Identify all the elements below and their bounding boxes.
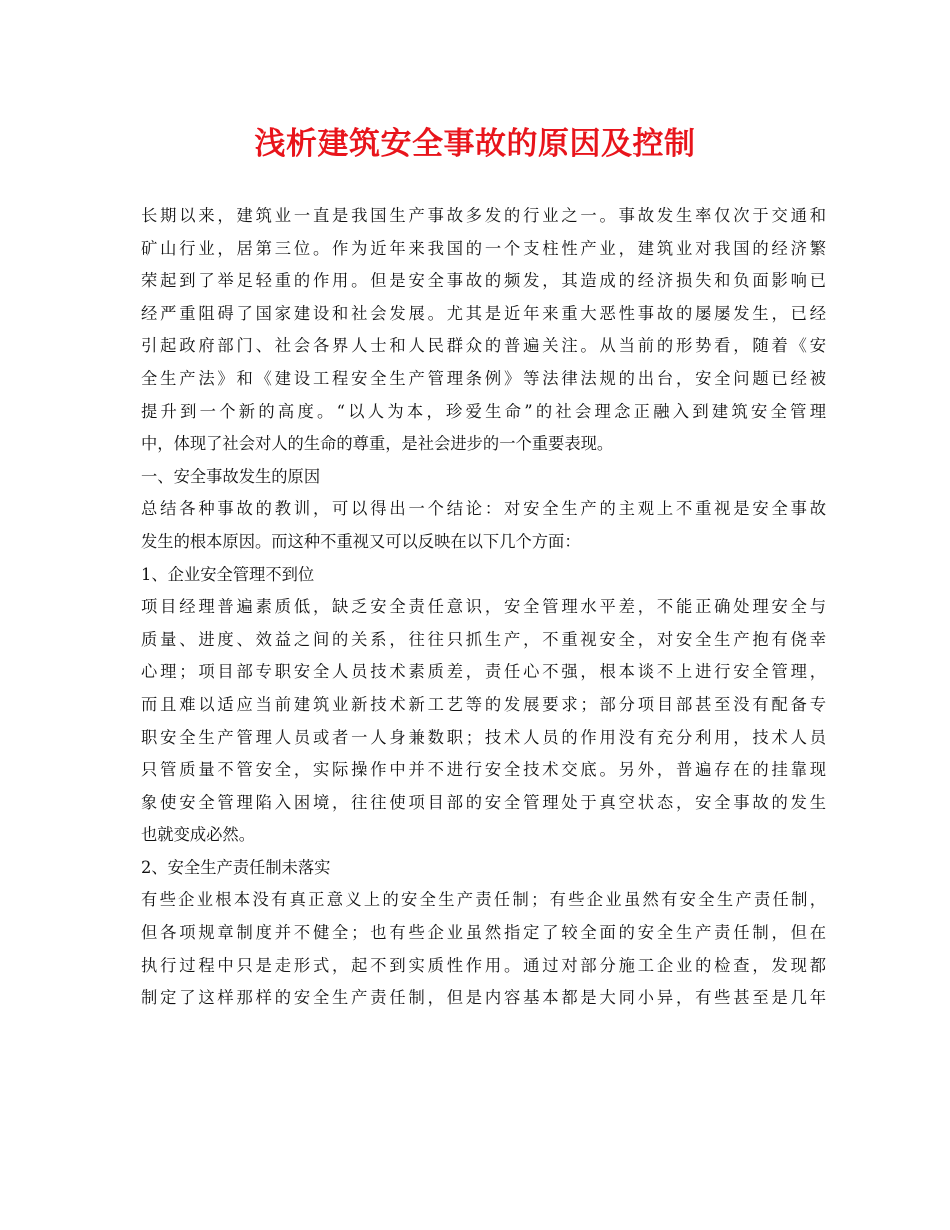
text-line: 质量、进度、效益之间的关系，往往只抓生产，不重视安全，对安全生产抱有侥幸 bbox=[141, 629, 826, 649]
text-line: 但各项规章制度并不健全；也有些企业虽然指定了较全面的安全生产责任制，但在 bbox=[141, 923, 826, 943]
text-line: 矿山行业，居第三位。作为近年来我国的一个支柱性产业，建筑业对我国的经济繁 bbox=[141, 238, 826, 258]
text-line: 长期以来，建筑业一直是我国生产事故多发的行业之一。事故发生率仅次于交通和 bbox=[141, 206, 826, 225]
text-line: 而且难以适应当前建筑业新技术新工艺等的发展要求；部分项目部甚至没有配备专 bbox=[141, 694, 826, 714]
document-title: 浅析建筑安全事故的原因及控制 bbox=[254, 126, 696, 162]
text-line: 2、安全生产责任制未落实 bbox=[141, 857, 331, 877]
text-line: 发生的根本原因。而这种不重视又可以反映在以下几个方面： bbox=[141, 531, 581, 551]
text-line: 项目经理普遍素质低，缺乏安全责任意识，安全管理水平差，不能正确处理安全与 bbox=[141, 597, 826, 617]
text-line: 有些企业根本没有真正意义上的安全生产责任制；有些企业虽然有安全生产责任制， bbox=[141, 890, 826, 910]
text-line: 1、企业安全管理不到位 bbox=[141, 564, 315, 584]
text-line: 全生产法》和《建设工程安全生产管理条例》等法律法规的出台，安全问题已经被 bbox=[141, 368, 826, 388]
text-line: 经严重阻碍了国家建设和社会发展。尤其是近年来重大恶性事故的屡屡发生，已经 bbox=[141, 303, 826, 323]
text-line: 提升到一个新的高度。“以人为本，珍爱生命”的社会理念正融入到建筑安全管理 bbox=[141, 401, 826, 421]
text-line: 引起政府部门、社会各界人士和人民群众的普遍关注。从当前的形势看，随着《安 bbox=[141, 336, 826, 356]
text-line: 一、安全事故发生的原因 bbox=[141, 466, 321, 486]
document-body bbox=[141, 200, 826, 1015]
text-line: 也就变成必然。 bbox=[141, 825, 255, 845]
text-line: 心理；项目部专职安全人员技术素质差，责任心不强，根本谈不上进行安全管理， bbox=[141, 662, 826, 682]
text-line: 象使安全管理陷入困境，往往使项目部的安全管理处于真空状态，安全事故的发生 bbox=[141, 792, 826, 812]
text-line: 执行过程中只是走形式，起不到实质性作用。通过对部分施工企业的检查，发现都 bbox=[141, 955, 826, 975]
text-line: 中，体现了社会对人的生命的尊重，是社会进步的一个重要表现。 bbox=[141, 434, 614, 454]
text-line: 荣起到了举足轻重的作用。但是安全事故的频发，其造成的经济损失和负面影响已 bbox=[141, 271, 826, 291]
text-line: 职安全生产管理人员或者一人身兼数职；技术人员的作用没有充分利用，技术人员 bbox=[141, 727, 826, 747]
text-line: 总结各种事故的教训，可以得出一个结论：对安全生产的主观上不重视是安全事故 bbox=[141, 499, 826, 519]
text-line: 只管质量不管安全，实际操作中并不进行安全技术交底。另外，普遍存在的挂靠现 bbox=[141, 760, 826, 780]
text-line: 制定了这样那样的安全生产责任制，但是内容基本都是大同小异，有些甚至是几年 bbox=[141, 988, 826, 1008]
